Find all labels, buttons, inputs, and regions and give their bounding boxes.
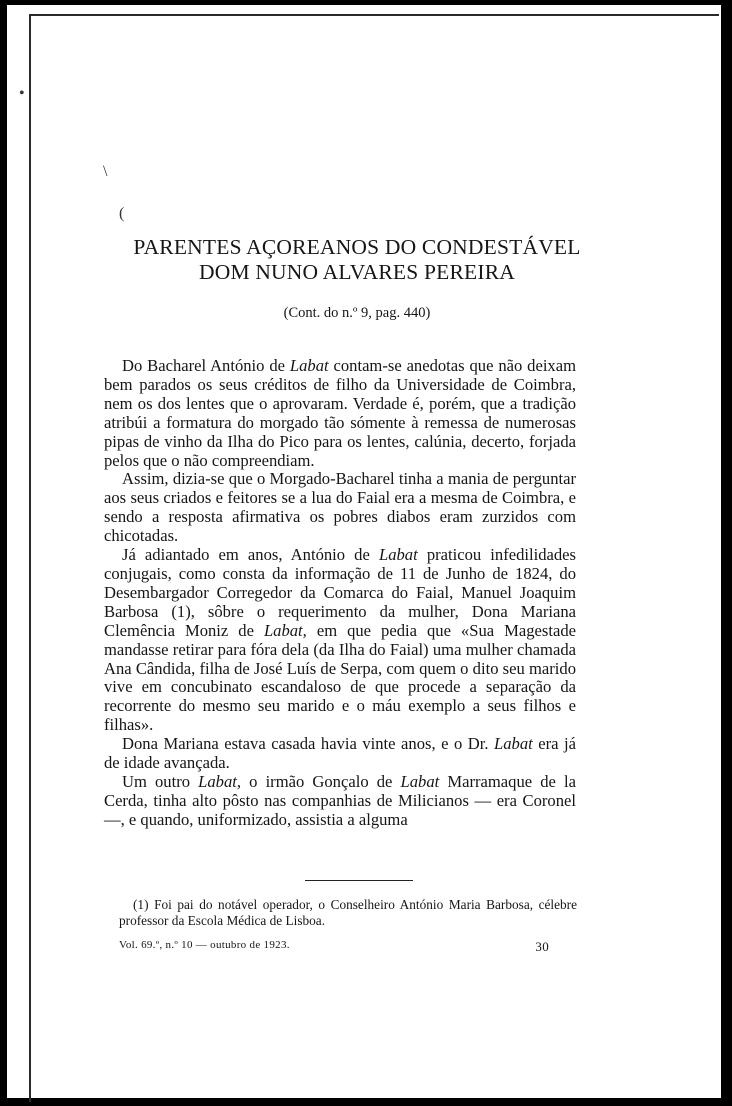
page-border-top	[29, 14, 719, 16]
scan-mark: (	[119, 205, 125, 222]
page-number: 30	[535, 939, 549, 954]
paragraph: Do Bacharel António de Labat contam-se anedotas que não deixam bem parados os seus créditos de filho da Universidade de Coimbra, nem os dos lentes que o aprovaram. Verdade é, porém, que a tradição atribúi a formatura do morgado tão sómente à remessa de numerosas pipas de vinho da Ilha do Pico para os lentes, calúnia, decerto, forjada pelos que o não compreendiam.	[104, 356, 576, 470]
paragraph: Um outro Labat, o irmão Gonçalo de Labat Marramaque de la Cerda, tinha alto pôsto nas companhias de Milicianos — era Coronel —, e quando, uniformizado, assistia a alguma	[104, 771, 577, 829]
article-body	[104, 357, 576, 830]
page-border-left	[29, 14, 31, 1102]
article-title	[117, 235, 597, 285]
paragraph: Dona Mariana estava casada havia vinte anos, e o Dr. Labat era já de idade avançada.	[104, 734, 577, 773]
paragraph: Já adiantado em anos, António de Labat praticou infedilidades conjugais, como consta da informação de 11 de Junho de 1824, do Desembargador Corregedor da Comarca do Faial, Manuel Joaquim Barbosa (1), sôbre o requerimento da mulher, Dona Mariana Clemência Moniz de Labat, em que pedia que «Sua Magestade mandasse retirar para fóra dela (da Ilha do Faial) uma mulher chamada Ana Cândida, filha de José Luís de Serpa, com quem o dito seu marido vive em concubinato escandaloso de que procede a separação da recorrente do mesmo seu marido e o máu exemplo a seus filhos e filhas».	[104, 545, 576, 735]
title-line-2: DOM NUNO ALVARES PEREIRA	[198, 260, 515, 284]
scan-mark: \	[103, 163, 108, 180]
scan-mark: •	[19, 85, 25, 102]
paragraph: Assim, dizia-se que o Morgado-Bacharel tinha a mania de perguntar aos seus criados e feitores se a lua do Faial era a mesma de Coimbra, e sendo a resposta afirmativa os pobres diabos eram zurzidos com chicotadas.	[104, 469, 576, 546]
footnote-divider	[305, 880, 413, 881]
title-line-1: PARENTES AÇOREANOS DO CONDESTÁVEL	[133, 235, 581, 259]
footnote: (1) Foi pai do notável operador, o Conselheiro António Maria Barbosa, célebre professor da Escola Médica de Lisboa.	[119, 897, 577, 928]
page-footer	[119, 939, 549, 954]
issue-citation: Vol. 69.º, n.º 10 — outubro de 1923.	[119, 939, 290, 951]
document-page	[7, 5, 721, 1098]
continuation-note: (Cont. do n.º 9, pag. 440)	[283, 305, 431, 321]
